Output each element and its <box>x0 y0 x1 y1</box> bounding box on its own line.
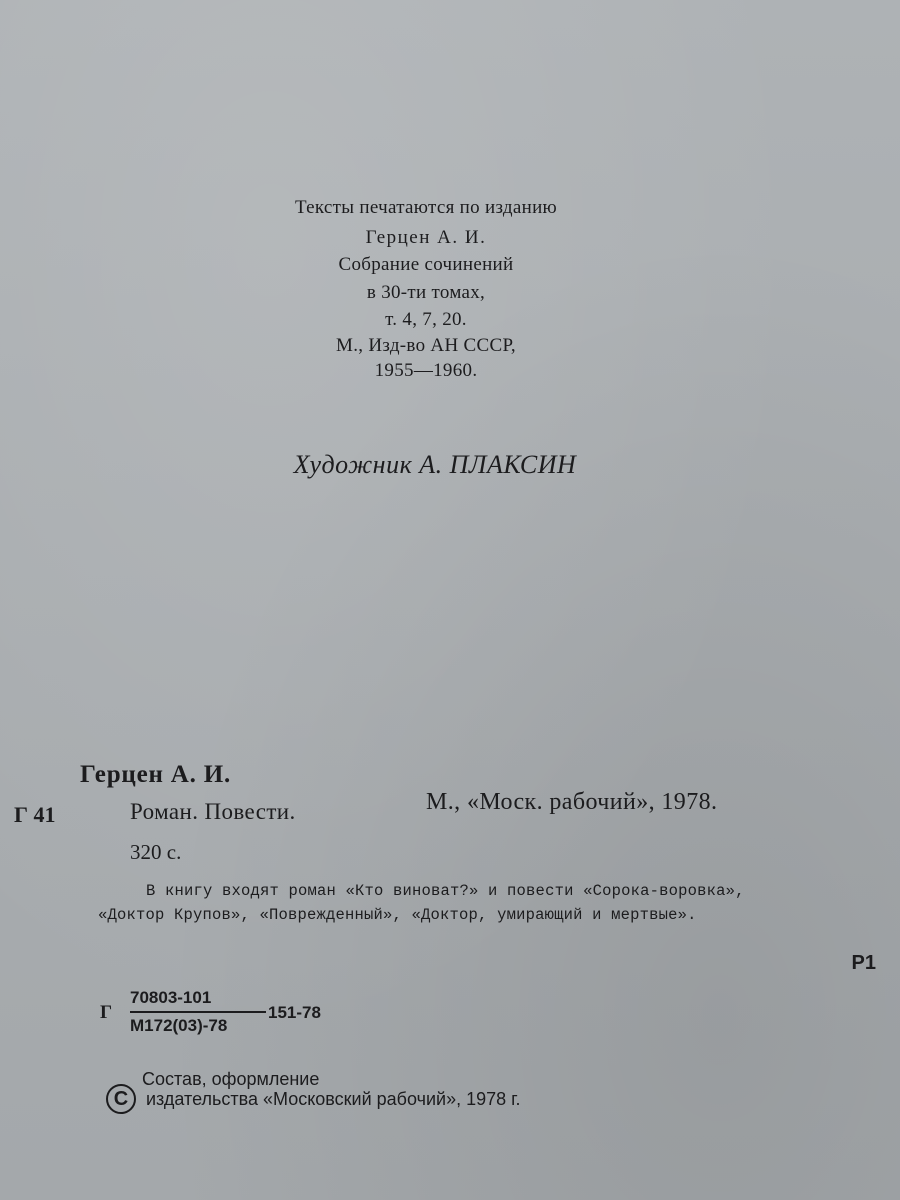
index-suffix: 151-78 <box>268 1003 321 1022</box>
index-denominator: М172(03)-78 <box>130 1016 228 1035</box>
source-note-line: в 30-ти томах, <box>366 282 486 303</box>
catalog-annotation-line: «Доктор Крупов», «Поврежденный», «Доктор, умирающий и мертвые». <box>98 906 697 924</box>
catalog-code: Г 41 <box>14 802 56 827</box>
catalog-title: Роман. Повести. <box>130 799 296 824</box>
index-fraction <box>130 988 266 1036</box>
index-letter: Г <box>100 1002 113 1023</box>
catalog-pages: 320 с. <box>130 840 182 864</box>
index-numerator: 70803-101 <box>130 988 266 1013</box>
copyright-line: Состав, оформление <box>142 1069 320 1089</box>
source-note-line: Тексты печатаются по изданию <box>294 197 558 218</box>
catalog-annotation-line: В книгу входят роман «Кто виноват?» и повести «Сорока-воровка», <box>146 882 745 900</box>
copyright-line: издательства «Московский рабочий», 1978 г. <box>146 1089 521 1109</box>
catalog-publisher: М., «Моск. рабочий», 1978. <box>426 789 718 815</box>
source-note-line: т. 4, 7, 20. <box>385 309 467 330</box>
classification-mark: Р1 <box>851 952 876 974</box>
catalog-author: Герцен А. И. <box>80 761 232 788</box>
artist-credit: Художник А. ПЛАКСИН <box>293 450 577 479</box>
copyright-icon: C <box>106 1084 136 1114</box>
source-note-line: Собрание сочинений <box>338 254 514 275</box>
source-note-line: М., Изд-во АН СССР, <box>336 335 516 356</box>
source-note-line: Герцен А. И. <box>365 227 487 248</box>
source-note-line: 1955—1960. <box>374 360 478 381</box>
